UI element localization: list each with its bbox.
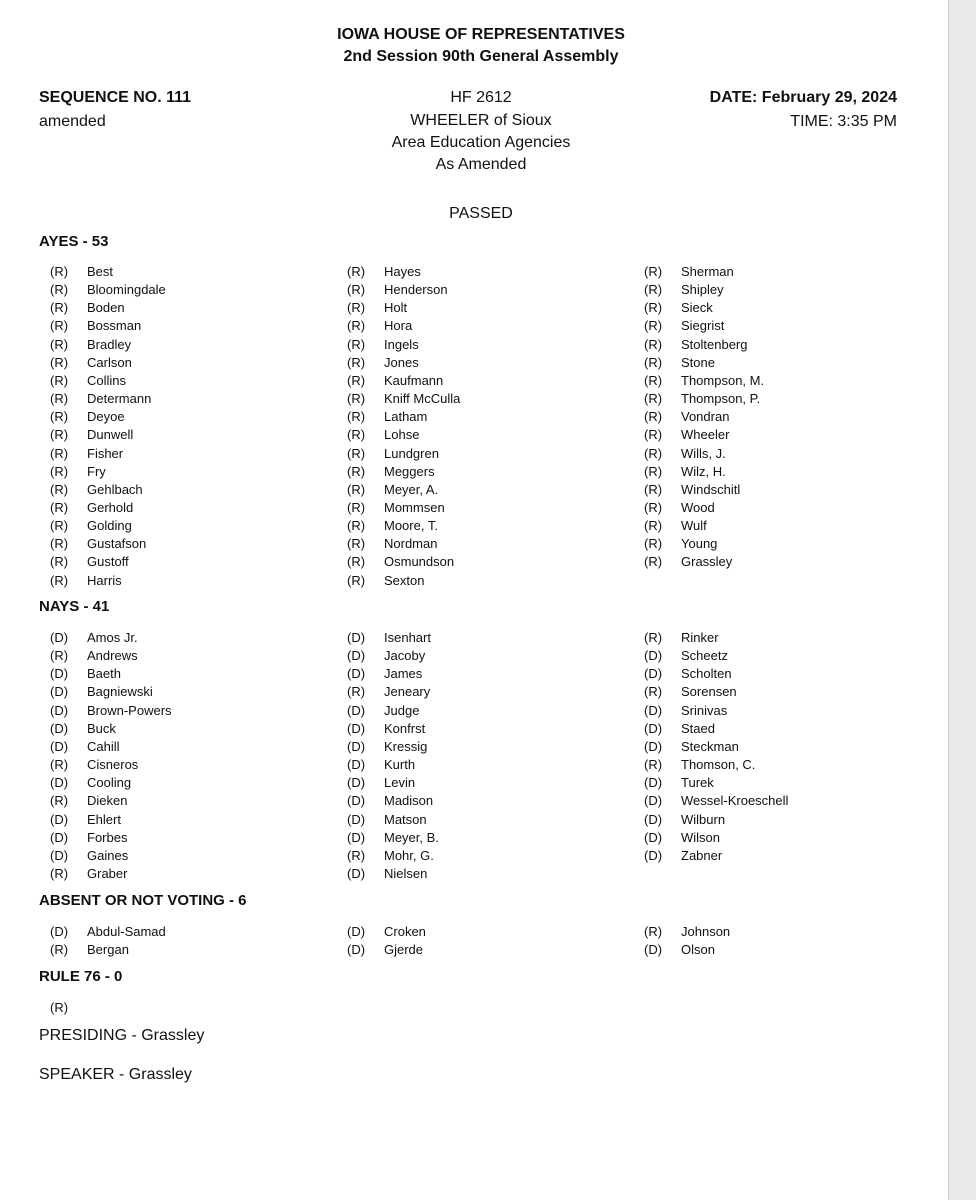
member-party: (R) xyxy=(50,391,69,407)
member-party: (D) xyxy=(644,847,663,863)
member-name: Bergan xyxy=(87,942,129,958)
member-name: Hayes xyxy=(384,264,421,279)
member-party: (R) xyxy=(644,630,663,645)
member-name: Forbes xyxy=(87,829,128,845)
member-party: (R) xyxy=(644,536,663,552)
member-name: Staed xyxy=(681,720,715,736)
member-party: (R) xyxy=(644,427,663,443)
member-party: (R) xyxy=(50,264,69,279)
member-name: Boden xyxy=(87,300,125,316)
member-party: (R) xyxy=(50,499,69,515)
member-name: Andrews xyxy=(87,648,138,664)
rule76-heading: RULE 76 - 0 xyxy=(39,968,123,985)
member-name: Jeneary xyxy=(384,684,431,700)
member-party: (R) xyxy=(347,499,366,515)
member-party: (D) xyxy=(347,702,366,718)
member-name: Collins xyxy=(87,372,127,388)
member-name: Amos Jr. xyxy=(87,630,138,645)
member-party: (R) xyxy=(347,336,366,352)
member-party: (R) xyxy=(644,481,663,497)
member-name: Croken xyxy=(384,924,426,939)
member-party: (D) xyxy=(347,666,366,682)
member-name: Cahill xyxy=(87,738,120,754)
member-party: (R) xyxy=(644,684,663,700)
member-party: (D) xyxy=(50,720,69,736)
member-name: Kniff McCulla xyxy=(384,391,461,407)
member-party: (D) xyxy=(50,666,69,682)
member-name: Grassley xyxy=(681,554,733,570)
status-note: amended xyxy=(39,113,106,130)
member-party: (D) xyxy=(50,630,69,645)
member-name: Mohr, G. xyxy=(384,847,434,863)
member-name: Madison xyxy=(384,793,434,809)
member-name: Nordman xyxy=(384,536,438,552)
member-name: Golding xyxy=(87,518,132,534)
member-name: Young xyxy=(681,536,718,552)
member-name: Windschitl xyxy=(681,481,741,497)
absent-heading: ABSENT OR NOT VOTING - 6 xyxy=(39,892,247,909)
member-name: Wulf xyxy=(681,518,707,534)
member-name: Wheeler xyxy=(681,427,730,443)
member-name: Deyoe xyxy=(87,409,125,425)
member-party: (R) xyxy=(50,318,69,334)
member-name: Bagniewski xyxy=(87,684,153,700)
member-party: (D) xyxy=(347,648,366,664)
member-name: Gjerde xyxy=(384,942,424,958)
member-name: Wood xyxy=(681,499,715,515)
member-party: (R) xyxy=(644,499,663,515)
presiding-officer: PRESIDING - Grassley xyxy=(39,1027,205,1044)
member-party: (D) xyxy=(644,811,663,827)
member-name: Gustoff xyxy=(87,554,129,570)
member-party: (R) xyxy=(644,924,663,939)
member-party: (R) xyxy=(347,518,366,534)
member-name: Lohse xyxy=(384,427,420,443)
member-party: (D) xyxy=(644,702,663,718)
member-name: Ehlert xyxy=(87,811,121,827)
member-name: Wilburn xyxy=(681,811,726,827)
member-party: (R) xyxy=(347,554,366,570)
member-name: Dunwell xyxy=(87,427,134,443)
member-name: Srinivas xyxy=(681,702,728,718)
member-party: (R) xyxy=(644,391,663,407)
member-name: Isenhart xyxy=(384,630,431,645)
member-party: (R) xyxy=(50,354,69,370)
member-name: Gehlbach xyxy=(87,481,143,497)
vote-date: DATE: February 29, 2024 xyxy=(709,89,897,106)
bill-version: As Amended xyxy=(435,156,527,173)
member-party: (D) xyxy=(50,684,69,700)
member-party: (D) xyxy=(50,738,69,754)
member-party: (R) xyxy=(50,648,69,664)
member-party: (R) xyxy=(50,336,69,352)
member-name: Siegrist xyxy=(681,318,725,334)
member-name: Bloomingdale xyxy=(87,282,166,298)
member-name: Holt xyxy=(384,300,408,316)
member-name: Scheetz xyxy=(681,648,728,664)
member-party: (R) xyxy=(347,481,366,497)
member-name: Latham xyxy=(384,409,428,425)
sequence-number: SEQUENCE NO. 111 xyxy=(39,89,192,106)
nays-heading: NAYS - 41 xyxy=(39,598,110,615)
member-party: (D) xyxy=(644,648,663,664)
member-name: Fry xyxy=(87,463,106,479)
member-party: (D) xyxy=(50,847,69,863)
member-party: (R) xyxy=(644,518,663,534)
member-name: Best xyxy=(87,264,114,279)
member-party: (D) xyxy=(347,757,366,773)
member-name: Jones xyxy=(384,354,419,370)
member-party: (R) xyxy=(50,942,69,958)
member-name: Henderson xyxy=(384,282,448,298)
member-name: Vondran xyxy=(681,409,730,425)
member-name: Sieck xyxy=(681,300,713,316)
member-party: (D) xyxy=(50,702,69,718)
member-party: (R) xyxy=(50,427,69,443)
member-name: Brown-Powers xyxy=(87,702,172,718)
member-name: Graber xyxy=(87,865,128,881)
member-party: (R) xyxy=(347,572,366,588)
member-name: Bossman xyxy=(87,318,142,334)
member-party: (D) xyxy=(50,829,69,845)
member-name: Rinker xyxy=(681,630,719,645)
bill-sponsor: WHEELER of Sioux xyxy=(410,112,552,129)
member-party: (R) xyxy=(347,354,366,370)
member-name: Buck xyxy=(87,720,116,736)
speaker: SPEAKER - Grassley xyxy=(39,1066,192,1083)
member-name: Olson xyxy=(681,942,715,958)
member-name: Fisher xyxy=(87,445,124,461)
member-party: (R) xyxy=(644,318,663,334)
member-party: (D) xyxy=(347,924,366,939)
member-name: Lundgren xyxy=(384,445,439,461)
member-name: Meyer, B. xyxy=(384,829,439,845)
member-party: (D) xyxy=(347,829,366,845)
member-name: Wilz, H. xyxy=(681,463,726,479)
member-name: Hora xyxy=(384,318,413,334)
member-party: (D) xyxy=(347,942,366,958)
member-party: (D) xyxy=(347,775,366,791)
member-party: (R) xyxy=(50,757,69,773)
member-name: Harris xyxy=(87,572,122,588)
member-party: (R) xyxy=(644,354,663,370)
member-name: Konfrst xyxy=(384,720,426,736)
member-party: (D) xyxy=(644,775,663,791)
member-name: Wills, J. xyxy=(681,445,726,461)
member-name: Steckman xyxy=(681,738,739,754)
member-name: Meyer, A. xyxy=(384,481,439,497)
member-name: Turek xyxy=(681,775,714,791)
member-name: Jacoby xyxy=(384,648,426,664)
member-party: (D) xyxy=(50,811,69,827)
member-party: (R) xyxy=(50,409,69,425)
member-name: Carlson xyxy=(87,354,132,370)
member-party: (R) xyxy=(644,445,663,461)
member-name: Sherman xyxy=(681,264,734,279)
member-name: Sorensen xyxy=(681,684,737,700)
member-party: (R) xyxy=(347,409,366,425)
member-party: (R) xyxy=(347,391,366,407)
member-party: (R) xyxy=(347,282,366,298)
member-name: Moore, T. xyxy=(384,518,438,534)
member-party: (D) xyxy=(347,793,366,809)
member-party: (D) xyxy=(347,720,366,736)
member-party: (R) xyxy=(644,372,663,388)
member-party: (R) xyxy=(347,264,366,279)
vote-time: TIME: 3:35 PM xyxy=(790,113,897,130)
member-name: Wessel-Kroeschell xyxy=(681,793,789,809)
member-party: (D) xyxy=(644,738,663,754)
member-party: (R) xyxy=(347,318,366,334)
member-name: Determann xyxy=(87,391,152,407)
member-party: (R) xyxy=(50,300,69,316)
member-name: Gerhold xyxy=(87,499,134,515)
member-name: Dieken xyxy=(87,793,128,809)
member-name: James xyxy=(384,666,423,682)
member-name: Matson xyxy=(384,811,427,827)
vote-result: PASSED xyxy=(449,205,513,222)
member-party: (D) xyxy=(644,942,663,958)
member-party: (D) xyxy=(347,865,366,881)
member-party: (R) xyxy=(347,536,366,552)
rule76-party: (R) xyxy=(50,1000,69,1015)
member-name: Thomson, C. xyxy=(681,757,756,773)
member-party: (R) xyxy=(644,409,663,425)
chamber-title: IOWA HOUSE OF REPRESENTATIVES xyxy=(337,26,625,43)
member-name: Levin xyxy=(384,775,416,791)
member-party: (R) xyxy=(50,518,69,534)
member-party: (R) xyxy=(50,445,69,461)
bill-subject: Area Education Agencies xyxy=(391,134,571,151)
member-party: (R) xyxy=(644,757,663,773)
member-name: Stoltenberg xyxy=(681,336,748,352)
member-name: Cooling xyxy=(87,775,132,791)
member-party: (D) xyxy=(50,924,69,939)
member-party: (D) xyxy=(644,793,663,809)
member-party: (R) xyxy=(347,684,366,700)
member-name: Stone xyxy=(681,354,715,370)
member-name: Cisneros xyxy=(87,757,139,773)
member-party: (R) xyxy=(50,282,69,298)
ayes-heading: AYES - 53 xyxy=(39,233,109,250)
member-party: (R) xyxy=(347,445,366,461)
member-party: (R) xyxy=(50,554,69,570)
member-party: (R) xyxy=(347,847,366,863)
member-party: (R) xyxy=(347,427,366,443)
member-name: Wilson xyxy=(681,829,721,845)
member-party: (R) xyxy=(347,463,366,479)
member-name: Judge xyxy=(384,702,420,718)
member-party: (R) xyxy=(644,554,663,570)
member-party: (D) xyxy=(644,720,663,736)
member-party: (R) xyxy=(50,865,69,881)
member-name: Abdul-Samad xyxy=(87,924,166,939)
member-party: (R) xyxy=(644,300,663,316)
member-name: Kurth xyxy=(384,757,416,773)
member-party: (D) xyxy=(644,829,663,845)
member-party: (R) xyxy=(644,264,663,279)
member-name: Gustafson xyxy=(87,536,147,552)
member-party: (D) xyxy=(347,738,366,754)
member-party: (R) xyxy=(50,572,69,588)
member-name: Kressig xyxy=(384,738,428,754)
member-name: Bradley xyxy=(87,336,132,352)
member-party: (D) xyxy=(347,811,366,827)
member-party: (D) xyxy=(644,666,663,682)
member-name: Shipley xyxy=(681,282,724,298)
member-party: (R) xyxy=(347,372,366,388)
member-party: (R) xyxy=(50,372,69,388)
member-name: Scholten xyxy=(681,666,732,682)
member-name: Baeth xyxy=(87,666,121,682)
member-party: (D) xyxy=(347,630,366,645)
member-party: (R) xyxy=(644,336,663,352)
member-name: Kaufmann xyxy=(384,372,444,388)
member-name: Meggers xyxy=(384,463,435,479)
member-party: (R) xyxy=(347,300,366,316)
member-name: Mommsen xyxy=(384,499,445,515)
member-name: Thompson, M. xyxy=(681,372,765,388)
bill-number: HF 2612 xyxy=(450,89,512,106)
member-name: Thompson, P. xyxy=(681,391,761,407)
member-name: Sexton xyxy=(384,572,425,588)
member-party: (R) xyxy=(644,463,663,479)
member-party: (R) xyxy=(50,463,69,479)
member-name: Nielsen xyxy=(384,865,428,881)
member-name: Zabner xyxy=(681,847,723,863)
member-party: (D) xyxy=(50,775,69,791)
member-party: (R) xyxy=(50,536,69,552)
member-name: Ingels xyxy=(384,336,419,352)
member-party: (R) xyxy=(50,481,69,497)
member-party: (R) xyxy=(50,793,69,809)
session-title: 2nd Session 90th General Assembly xyxy=(343,48,619,65)
member-party: (R) xyxy=(644,282,663,298)
member-name: Osmundson xyxy=(384,554,455,570)
member-name: Johnson xyxy=(681,924,731,939)
member-name: Gaines xyxy=(87,847,129,863)
